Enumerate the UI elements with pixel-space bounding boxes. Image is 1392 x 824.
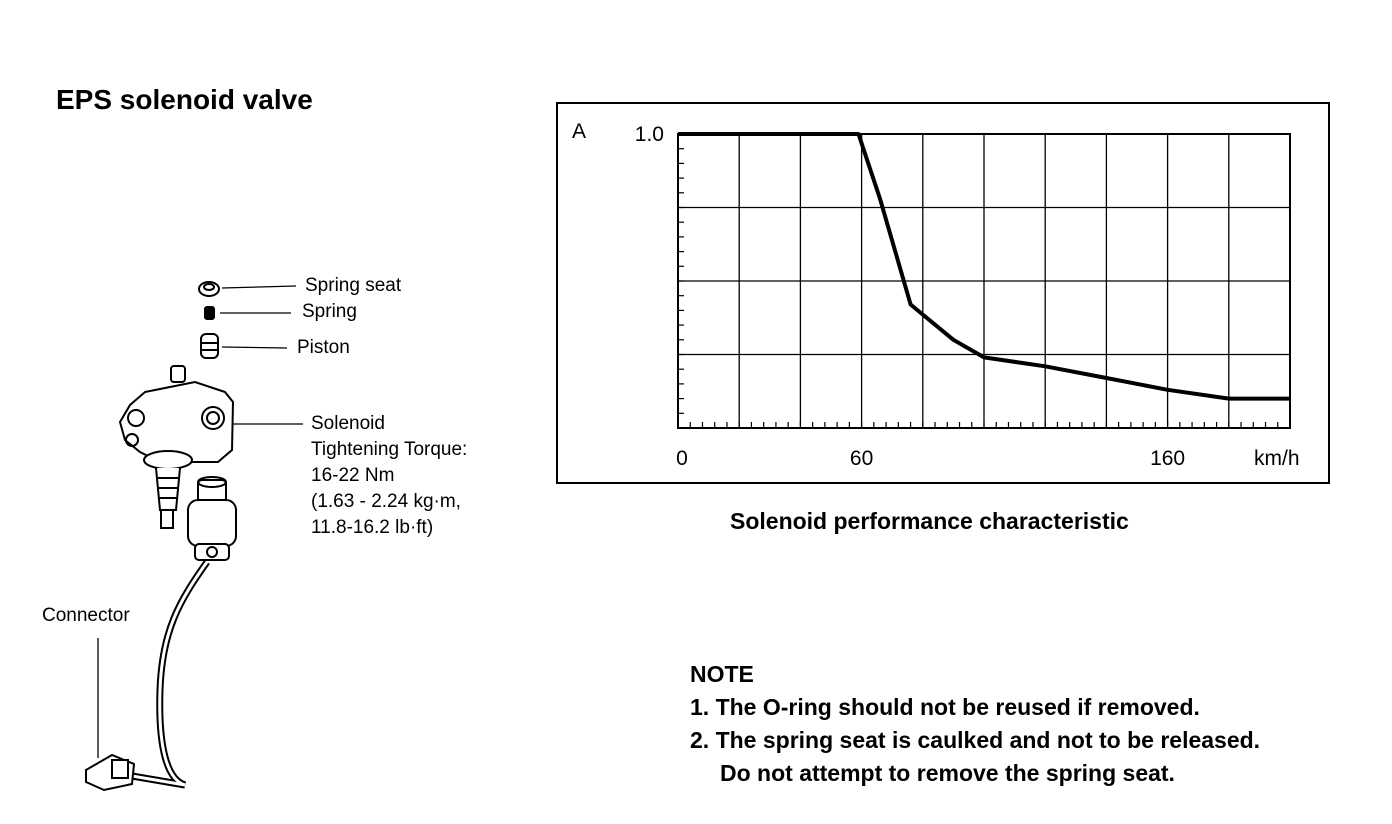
page-title: EPS solenoid valve xyxy=(56,84,313,115)
label-piston: Piston xyxy=(297,337,350,358)
x-axis-label: km/h xyxy=(1254,447,1300,470)
label-connector: Connector xyxy=(42,605,130,626)
note-heading: NOTE xyxy=(690,661,754,687)
label-torque-kgm: (1.63 - 2.24 kg·m, xyxy=(311,491,461,512)
label-torque-lbft: 11.8-16.2 lb·ft) xyxy=(311,517,434,538)
chart-grid xyxy=(678,134,1290,428)
chart-title: Solenoid performance characteristic xyxy=(730,508,1129,534)
label-torque-nm: 16-22 Nm xyxy=(311,465,395,486)
y-axis-label: A xyxy=(572,120,587,143)
y-tick-label: 1.0 xyxy=(634,123,664,146)
note-item: 2. The spring seat is caulked and not to be released. xyxy=(690,727,1261,753)
note-block xyxy=(690,658,1260,790)
label-spring-seat: Spring seat xyxy=(305,275,402,296)
note-item: 1. The O-ring should not be reused if removed. xyxy=(690,694,1200,720)
x-tick-label: 0 xyxy=(676,447,688,470)
x-tick-label: 160 xyxy=(1150,447,1186,470)
x-tick-label: 60 xyxy=(849,447,874,470)
label-spring: Spring xyxy=(302,301,357,322)
label-solenoid: Solenoid xyxy=(311,413,385,434)
note-item: Do not attempt to remove the spring seat. xyxy=(720,760,1175,786)
label-torque: Tightening Torque: xyxy=(311,439,468,460)
